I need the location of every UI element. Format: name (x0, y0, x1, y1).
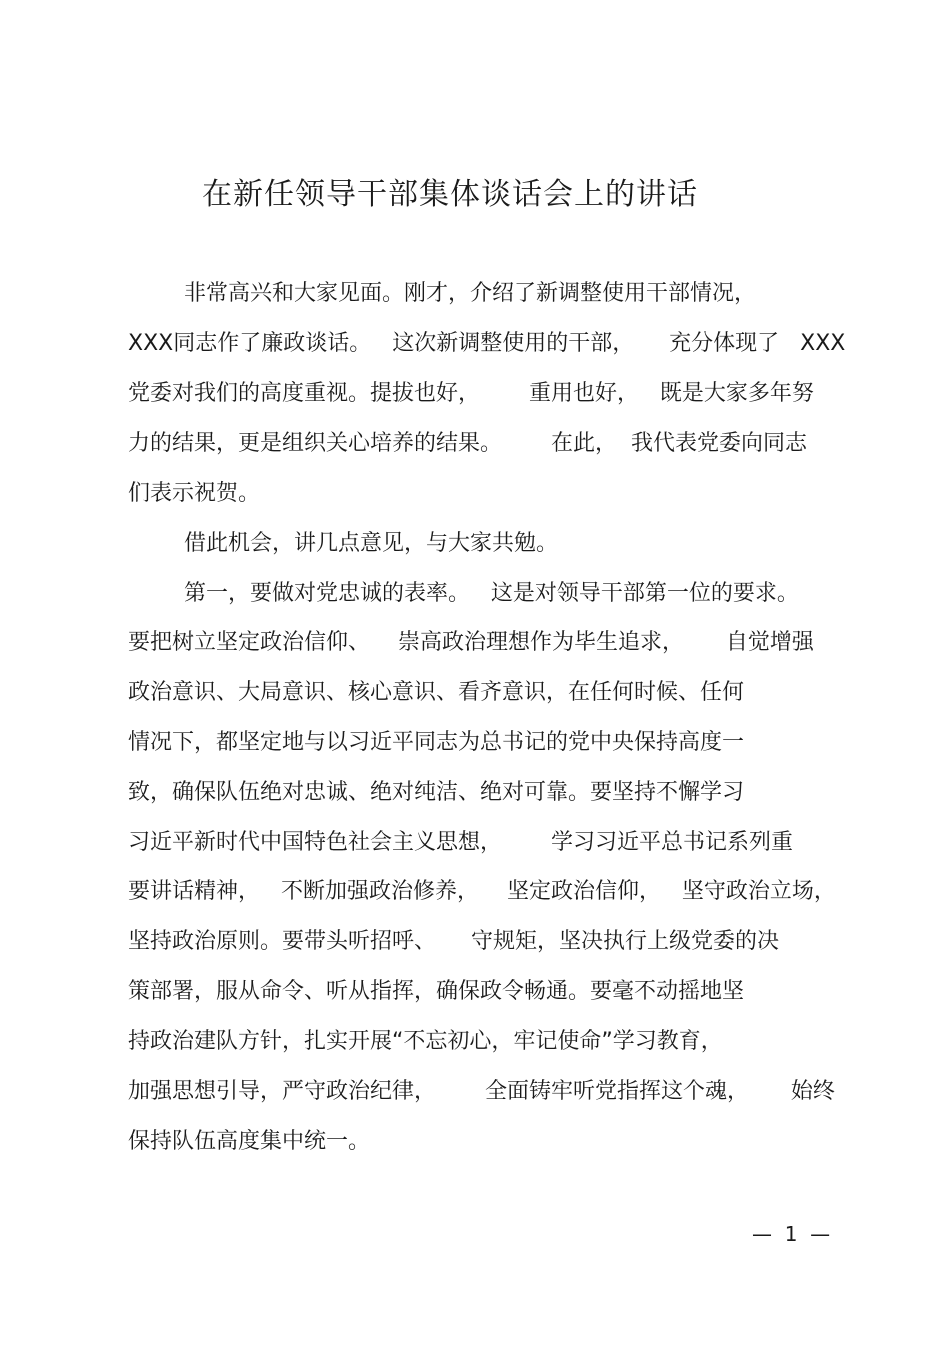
text-line: 致，确保队伍绝对忠诚、绝对纯洁、绝对可靠。要坚持不懈学习 (128, 780, 745, 805)
page-number: — 1 — (752, 1222, 831, 1246)
text-line: 持政治建队方针，扎实开展“不忘初心，牢记使命”学习教育， (128, 1029, 723, 1054)
text-line: 习近平新时代中国特色社会主义思想， 学习习近平总书记系列重 (128, 830, 793, 855)
text-line: 力的结果，更是组织关心培养的结果。 在此， 我代表党委向同志 (128, 431, 807, 456)
text-line: 情况下，都坚定地与以习近平同志为总书记的党中央保持高度一 (128, 730, 745, 755)
text-line: 非常高兴和大家见面。刚才，介绍了新调整使用干部情况， (128, 281, 756, 306)
text-line: 政治意识、大局意识、核心意识、看齐意识，在任何时候、任何 (128, 680, 745, 705)
text-line: 保持队伍高度集中统一。 (128, 1129, 371, 1154)
text-line: 党委对我们的高度重视。提拔也好， 重用也好， 既是大家多年努 (128, 381, 814, 406)
text-line: XXX同志作了廉政谈话。 这次新调整使用的干部， 充分体现了 XXX (128, 331, 846, 356)
text-line: 借此机会，讲几点意见，与大家共勉。 (128, 531, 558, 556)
text-line: 要讲话精神， 不断加强政治修养， 坚定政治信仰， 坚守政治立场， (128, 879, 836, 904)
text-line: 加强思想引导，严守政治纪律， 全面铸牢听党指挥这个魂， 始终 (128, 1079, 835, 1104)
text-line: 策部署，服从命令、听从指挥，确保政令畅通。要毫不动摇地坚 (128, 979, 745, 1004)
text-line: 要把树立坚定政治信仰、 崇高政治理想作为毕生追求， 自觉增强 (128, 630, 814, 655)
text-line: 们表示祝贺。 (128, 481, 261, 506)
text-line: 第一，要做对党忠诚的表率。 这是对领导干部第一位的要求。 (128, 581, 799, 606)
document-title: 在新任领导干部集体谈话会上的讲话 (202, 177, 698, 212)
text-line: 坚持政治原则。要带头听招呼、 守规矩，坚决执行上级党委的决 (128, 929, 779, 954)
